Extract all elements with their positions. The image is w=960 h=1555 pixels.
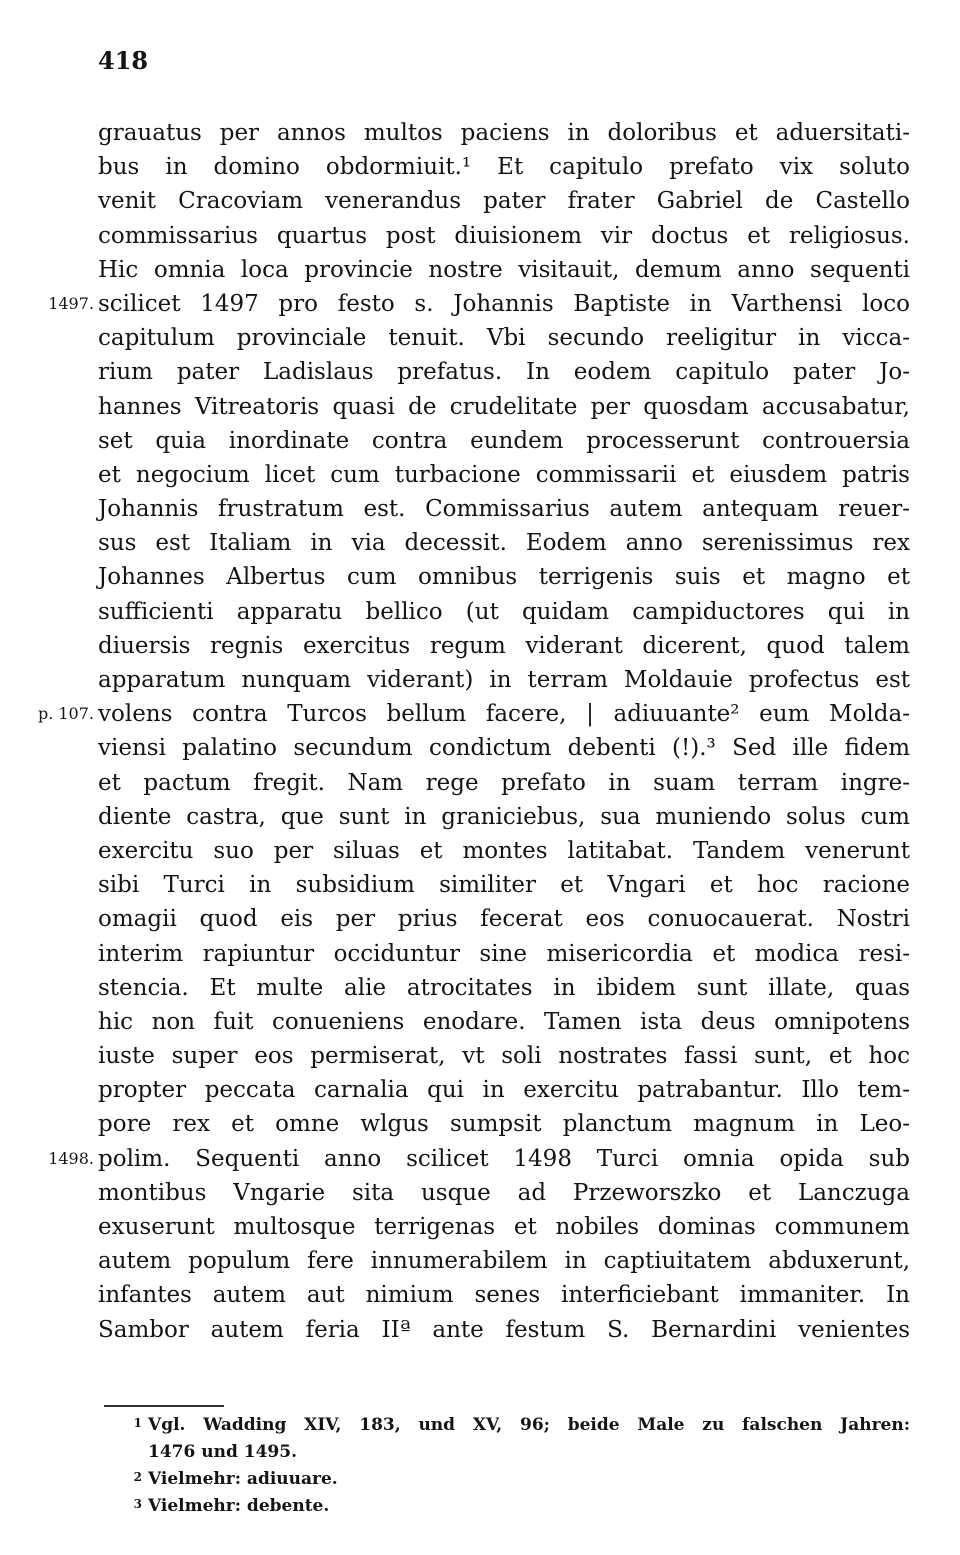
line-text: Johannis frustratum est. Commissarius autem antequam reuer- [98, 496, 910, 523]
line-text: venit Cracoviam venerandus pater frater Gabriel de Castello [98, 188, 910, 215]
text-line [98, 390, 910, 424]
text-line [98, 629, 910, 663]
text-line [98, 253, 910, 287]
line-text: diuersis regnis exercitus regum viderant dicerent, quod talem [98, 632, 910, 659]
text-line [98, 800, 910, 834]
footnote-divider [104, 1405, 224, 1407]
text-line [98, 1313, 910, 1347]
line-text: exercitu suo per siluas et montes latitabat. Tandem venerunt [98, 837, 910, 864]
line-text: exuserunt multosque terrigenas et nobiles dominas communem [98, 1214, 910, 1240]
text-line [98, 1005, 910, 1039]
text-line [98, 971, 910, 1005]
text-line [98, 424, 910, 458]
line-text: infantes autem aut nimium senes interficiebant immaniter. In [98, 1282, 910, 1309]
line-text: sus est Italiam in via decessit. Eodem anno serenissimus rex [98, 530, 910, 557]
text-line [98, 458, 910, 492]
line-text: Hic omnia loca provincie nostre visitauit, demum anno sequenti [98, 256, 910, 283]
text-line [98, 731, 910, 765]
footnote-1 [98, 1412, 910, 1439]
footnote-text: Vielmehr: debente. [148, 1496, 330, 1516]
footnote-text: 1476 und 1495. [148, 1442, 297, 1462]
line-text: omagii quod eis per prius fecerat eos conuocauerat. Nostri [98, 906, 910, 933]
text-line [98, 868, 910, 902]
text-line [98, 937, 910, 971]
line-text: propter peccata carnalia qui in exercitu patrabantur. Illo tem- [98, 1077, 910, 1104]
text-line [98, 560, 910, 594]
main-text [37, 116, 910, 1347]
line-text: iuste super eos permiserat, vt soli nostrates fassi sunt, et hoc [98, 1043, 910, 1070]
footnote-text: Vielmehr: adiuuare. [148, 1469, 338, 1489]
text-line [98, 116, 910, 150]
line-text: apparatum nunquam viderant) in terram Moldauie profectus est [98, 667, 910, 693]
line-text: autem populum fere innumerabilem in captiuitatem abduxerunt, [98, 1248, 910, 1275]
line-text: rium pater Ladislaus prefatus. In eodem capitulo pater Jo- [98, 359, 910, 386]
text-line [37, 697, 910, 731]
line-text: sufficienti apparatu bellico (ut quidam campiductores qui in [98, 598, 910, 625]
footnote-marker: 2 [133, 1470, 142, 1484]
text-line [98, 1073, 910, 1107]
line-text: Johannes Albertus cum omnibus terrigenis suis et magno et [98, 564, 910, 591]
line-text: set quia inordinate contra eundem processerunt controuersia [98, 427, 910, 454]
line-text: viensi palatino secundum condictum debenti (!).³ Sed ille fidem [98, 735, 910, 762]
text-line [98, 1039, 910, 1073]
line-text: Sambor autem feria IIª ante festum S. Bernardini venientes [98, 1316, 910, 1343]
footnote-marker: 3 [133, 1497, 142, 1511]
line-text: volens contra Turcos bellum facere, | adiuuante² eum Molda- [98, 701, 910, 728]
text-line [98, 150, 910, 184]
line-text: hannes Vitreatoris quasi de crudelitate per quosdam accusabatur, [98, 393, 910, 420]
text-line [48, 287, 910, 321]
footnote-text: Vgl. Wadding XIV, 183, und XV, 96; beide Male zu falschen Jahren: [148, 1415, 910, 1435]
line-text: polim. Sequenti anno scilicet 1498 Turci omnia opida sub [98, 1145, 910, 1172]
line-text: scilicet 1497 pro festo s. Johannis Baptiste in Varthensi loco [98, 290, 910, 317]
footnote-3 [98, 1493, 910, 1520]
text-line [98, 184, 910, 218]
line-text: commissarius quartus post diuisionem vir doctus et religiosus. [98, 222, 910, 249]
text-line [98, 526, 910, 560]
text-line [98, 1210, 910, 1244]
line-text: bus in domino obdormiuit.¹ Et capitulo prefato vix soluto [98, 154, 910, 181]
text-line [98, 1278, 910, 1312]
text-line [98, 1107, 910, 1141]
margin-note: 1498. [48, 1148, 94, 1168]
footnotes [98, 1412, 910, 1520]
line-text: hic non fuit conueniens enodare. Tamen ista deus omnipotens [98, 1008, 910, 1035]
text-line [98, 1244, 910, 1278]
footnote-1-continuation [98, 1439, 910, 1466]
text-line [98, 834, 910, 868]
line-text: montibus Vngarie sita usque ad Przeworszko et Lanczuga [98, 1179, 910, 1206]
line-text: diente castra, que sunt in graniciebus, sua muniendo solus cum [98, 803, 910, 830]
text-line [98, 321, 910, 355]
footnote-marker: 1 [133, 1416, 142, 1430]
margin-note: p. 107. [37, 704, 94, 724]
line-text: grauatus per annos multos paciens in doloribus et aduersitati- [98, 120, 910, 146]
margin-note: 1497. [48, 293, 94, 313]
line-text: sibi Turci in subsidium similiter et Vngari et hoc racione [98, 872, 910, 899]
line-text: et pactum fregit. Nam rege prefato in suam terram ingre- [98, 769, 910, 796]
text-line [98, 766, 910, 800]
line-text: pore rex et omne wlgus sumpsit planctum magnum in Leo- [98, 1111, 910, 1138]
text-line [98, 355, 910, 389]
line-text: capitulum provinciale tenuit. Vbi secundo reeligitur in vicca- [98, 325, 910, 352]
text-line [48, 1142, 910, 1176]
footnote-2 [98, 1466, 910, 1493]
text-line [98, 219, 910, 253]
text-line [98, 595, 910, 629]
page-number: 418 [98, 46, 149, 75]
text-line [98, 902, 910, 936]
line-text: interim rapiuntur occiduntur sine misericordia et modica resi- [98, 940, 910, 967]
text-line [98, 492, 910, 526]
line-text: stencia. Et multe alie atrocitates in ibidem sunt illate, quas [98, 974, 910, 1001]
text-line [98, 1176, 910, 1210]
text-line [98, 663, 910, 697]
line-text: et negocium licet cum turbacione commissarii et eiusdem patris [98, 461, 910, 488]
